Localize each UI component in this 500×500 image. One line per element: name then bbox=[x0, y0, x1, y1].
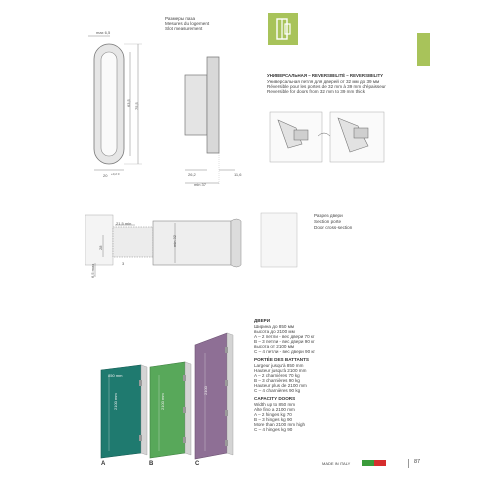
dim-width: 20 bbox=[103, 173, 108, 178]
doors-fr-line: C – 4 charnières 90 kg bbox=[254, 388, 301, 393]
section-line-1: Разрез двери bbox=[314, 213, 343, 218]
reversibility-title: УНИВЕРСАЛЬНАЯ – REVERSIBILITÉ – REVERSIBILITY bbox=[267, 73, 384, 78]
doors-en-line: More than 2100 mm high bbox=[254, 422, 306, 427]
doors-fr-line: Hauteur jusqu'à 2100 mm bbox=[254, 368, 307, 373]
footer-divider bbox=[408, 459, 409, 468]
dim-width-tol: +0,2 0 bbox=[111, 172, 120, 176]
doors-en-title: CAPACITY DOORS bbox=[254, 396, 296, 401]
doors-illustration bbox=[95, 325, 255, 465]
doors-ru-line: B – 3 петли - вес двери 90 кг bbox=[254, 339, 315, 344]
section-dim-5: 3 bbox=[122, 261, 125, 266]
doors-ru-title: ДВЕРИ bbox=[254, 318, 271, 323]
section-line-3: Door cross-section bbox=[314, 225, 353, 230]
section-dim-2: min 32 bbox=[172, 234, 177, 247]
slot-front-drawing bbox=[80, 30, 180, 190]
doors-en-line: Alte fino a 2100 mm bbox=[254, 407, 295, 412]
doors-fr-line: Largeur jusqu'à 850 mm bbox=[254, 363, 304, 368]
slot-title-ru: Размеры паза bbox=[165, 16, 196, 21]
doors-en-line: B – 3 hinges kg 90 bbox=[254, 417, 293, 422]
made-in-italy: MADE IN ITALY bbox=[322, 461, 351, 466]
reversibility-line-3: Reversible for doors from 32 mm to 39 mm thick bbox=[267, 89, 366, 94]
doors-ru-line: Ширина до 850 мм bbox=[254, 324, 295, 329]
doors-fr-title: PORTÉE DES BATTANTS bbox=[254, 357, 309, 362]
door-label-c: C bbox=[195, 461, 200, 467]
door-a-height: 2100 mm bbox=[113, 393, 118, 410]
section-line-2: Section porte bbox=[314, 219, 342, 224]
italy-flag-icon bbox=[362, 460, 386, 466]
doors-fr-line: B – 3 charnières 90 kg bbox=[254, 378, 300, 383]
section-dim-1: 21,5 min bbox=[116, 221, 132, 226]
dim-h1: 63,5 bbox=[126, 99, 131, 107]
section-dim-3: 28 bbox=[98, 245, 103, 250]
reversibility-line-2: Réversible pour les portes de 32 mm à 39 mm d'épaisseur bbox=[267, 84, 386, 89]
dim-h2: 75,5 bbox=[134, 102, 139, 110]
slot-title-fr: Mesures du logement bbox=[165, 21, 210, 26]
side-tab bbox=[417, 33, 430, 66]
door-b-height: 2100 mm bbox=[160, 393, 165, 410]
page-number: 87 bbox=[414, 459, 421, 465]
doors-fr-line: A – 2 charnières 70 kg bbox=[254, 373, 300, 378]
door-width: 850 mm bbox=[108, 373, 123, 378]
door-label-b: B bbox=[149, 461, 154, 467]
dim-min-depth: min 37 bbox=[194, 182, 207, 187]
door-c-height: 2100 bbox=[203, 386, 208, 395]
doors-ru-line: высота до 2100 мм bbox=[254, 329, 295, 334]
dim-side: 11,6 bbox=[234, 172, 242, 177]
door-label-a: A bbox=[101, 461, 106, 467]
doors-fr-line: Hauteur plus de 2100 mm bbox=[254, 383, 307, 388]
dim-depth: 26,2 bbox=[188, 172, 196, 177]
doors-en-line: A – 2 hinges kg 70 bbox=[254, 412, 292, 417]
door-cross-section-drawing bbox=[85, 205, 300, 285]
section-dim-4: 6,5 max bbox=[90, 263, 95, 278]
dim-max-top: max 6,5 bbox=[96, 30, 111, 35]
doors-ru-line: высота от 2100 мм bbox=[254, 344, 295, 349]
doors-en-line: C – 4 hinges kg 90 bbox=[254, 427, 293, 432]
reversible-hinge-icon bbox=[268, 110, 388, 165]
slot-title-en: Slot measurement bbox=[165, 26, 203, 31]
doors-ru-line: A – 2 петли - вес двери 70 кг bbox=[254, 334, 315, 339]
reversibility-line-1: Универсальная петля для дверей от 32 мм до 39 мм bbox=[267, 79, 380, 84]
hinge-logo-icon bbox=[268, 13, 298, 45]
doors-ru-line: C – 4 петли - вес двери 90 кг bbox=[254, 349, 316, 354]
doors-en-line: Width up to 850 mm bbox=[254, 402, 296, 407]
